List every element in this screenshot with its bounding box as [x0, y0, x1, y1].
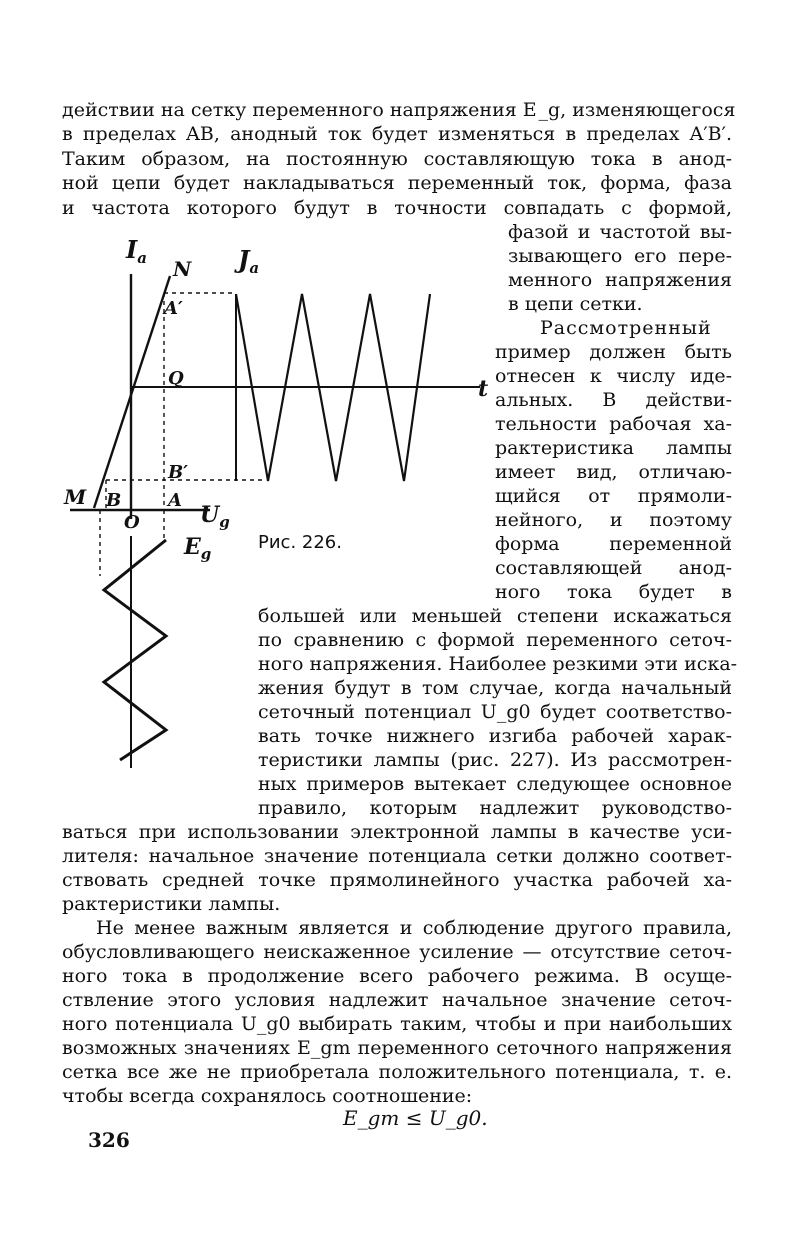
text-line: действии на сетку переменного напряжения E _g, изменяющегося [62, 99, 736, 121]
label-a-prime: A′ [164, 298, 183, 319]
text-line: ной цепи будет накладываться переменный ток, форма, фаза [62, 172, 732, 194]
figure-diagram [60, 236, 500, 796]
text-line: ных примеров вытекает следующее основное [258, 773, 732, 795]
label-b-prime: B′ [168, 462, 188, 483]
text-line: составляющей анод- [495, 557, 732, 579]
text-line: в пределах AB, анодный ток будет изменяться в пределах A′B′. [62, 123, 732, 145]
text-line: в цепи сетки. [508, 293, 643, 315]
text-line: альных. В действи- [495, 389, 732, 411]
label-ia: $I_a$ [126, 236, 147, 267]
page-number: 326 [88, 1128, 130, 1152]
text-line: сетка все же не приобретала положительного потенциала, т. е. [62, 1061, 732, 1083]
text-line: менного напряжения [508, 269, 732, 291]
text-line: ствление этого условия надлежит начальное значение сеточ- [62, 989, 732, 1011]
text-line: форма переменной [495, 533, 732, 555]
text-line: зывающего его пере- [508, 245, 732, 267]
text-line: рактеристика лампы [495, 437, 732, 459]
text-line: Таким образом, на постоянную составляющую тока в анод- [62, 148, 732, 170]
text-line: нейного, и поэтому [495, 509, 732, 531]
text-line: ного тока в продолжение всего рабочего режима. В осуще- [62, 965, 732, 987]
text-line: теристики лампы (рис. 227). Из рассмотрен- [258, 749, 732, 771]
text-line: чтобы всегда сохранялось соотношение: [62, 1085, 473, 1107]
label-n: N [173, 257, 192, 281]
label-q: Q [168, 368, 184, 389]
text-line: фазой и частотой вы- [508, 221, 732, 243]
grid-voltage-wave [104, 540, 166, 760]
text-line: обусловливающего неискаженное усиление — отсутствие сеточ- [62, 941, 732, 963]
text-line: возможных значениях E_gm переменного сеточного напряжения [62, 1037, 732, 1059]
label-ug: $U_g$ [200, 502, 230, 531]
text-line: лителя: начальное значение потенциала сетки должно соответ- [62, 845, 732, 867]
text-line: ваться при использовании электронной лампы в качестве уси- [62, 821, 732, 843]
text-line: щийся от прямоли- [495, 485, 732, 507]
text-line: Не менее важным является и соблюдение другого правила, [96, 917, 732, 939]
text-line: Рассмотренный [540, 317, 712, 339]
text-line: рактеристики лампы. [62, 893, 281, 915]
text-line: отнесен к числу иде- [495, 365, 732, 387]
label-b: B [106, 490, 122, 511]
label-ja: $J_a$ [238, 245, 260, 277]
text-line: правило, которым надлежит руководство- [258, 797, 732, 819]
text-line: вать точке нижнего изгиба рабочей харак- [258, 725, 732, 747]
formula: E_gm ≤ U_g0. [343, 1106, 488, 1130]
text-line: жения будут в том случае, когда начальный [258, 677, 732, 699]
figure-caption: Рис. 226. [258, 532, 342, 553]
text-line: и частота которого будут в точности совпадать с формой, [62, 197, 732, 219]
label-o: O [124, 512, 140, 533]
label-m: M [64, 485, 87, 509]
text-line: большей или меньшей степени искажаться [258, 605, 732, 627]
text-line: ствовать средней точке прямолинейного участка рабочей ха- [62, 869, 732, 891]
text-line: имеет вид, отличаю- [495, 461, 732, 483]
label-a: A [168, 490, 182, 511]
text-line: пример должен быть [495, 341, 732, 363]
label-eg: $E_g$ [184, 534, 212, 563]
text-line: ного тока будет в [495, 581, 732, 603]
text-line: ного напряжения. Наиболее резкими эти иска- [258, 653, 738, 675]
text-line: тельности рабочая ха- [495, 413, 732, 435]
figure-226 [60, 236, 500, 796]
text-line: ного потенциала U_g0 выбирать таким, чтобы и при наибольших [62, 1013, 732, 1035]
label-t: t [478, 376, 489, 402]
text-line: по сравнению с формой переменного сеточ- [258, 629, 732, 651]
text-line: сеточный потенциал U_g0 будет соответство- [258, 701, 732, 723]
